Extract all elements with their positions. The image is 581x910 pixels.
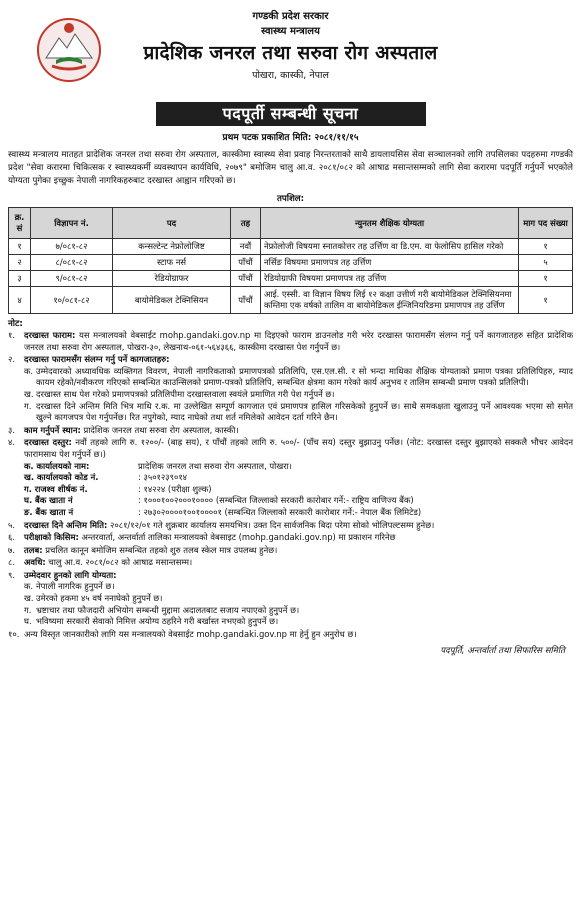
note-item <box>8 437 573 460</box>
cell-level: नवौं <box>231 239 261 255</box>
government-name: गण्डकी प्रदेश सरकार <box>252 11 329 22</box>
note-item <box>8 532 573 544</box>
fee-detail-row <box>8 461 573 473</box>
note-item <box>8 520 573 532</box>
letterhead <box>8 8 573 92</box>
note-label: दरखास्त दिने अन्तिम मिति: <box>24 519 108 530</box>
note-text: २०८१/१२/०१ गते शुक्रबार कार्यालय समयभित्र। उक्त दिन सार्वजनिक बिदा परेमा सोको भोलिपल्टसम्म हुनेछ। <box>110 519 435 530</box>
note-item <box>8 330 573 353</box>
hospital-name: प्रादेशिक जनरल तथा सरुवा रोग अस्पताल <box>143 42 438 64</box>
fee-detail-key: ङ. बैंक खाता नं <box>24 506 74 517</box>
note-item <box>8 629 573 641</box>
note-item <box>8 557 573 569</box>
note-number: ६. <box>8 532 16 543</box>
cell-post: स्टाफ नर्स <box>113 255 231 271</box>
note-number: ८. <box>8 557 16 568</box>
header-vacancies: माग पद संख्या <box>519 208 573 239</box>
note-item <box>8 354 573 366</box>
fee-detail-value: : १४२२४ (परीक्षा शुल्क) <box>138 483 212 494</box>
fee-detail-key: ख. कार्यालयको कोड नं. <box>24 472 99 483</box>
cell-level: पाँचौं <box>231 287 261 314</box>
cell-qualification: नर्सिङ विषयमा प्रमाणपत्र तह उर्त्तिण <box>261 255 519 271</box>
notes-list <box>8 330 573 640</box>
ministry-name: स्वास्थ्य मन्त्रालय <box>261 26 320 37</box>
table-header-row <box>9 208 573 239</box>
cell-qualification: आई. एस्सी. वा विज्ञान विषय लिई १२ कक्षा उत्तीर्ण गरी बायोमेडिकल टेक्निसियनमा कम्तिमा एक वर्षको तालिम वा बायोमेडिकल ईन्जिनियरिङमा प्रमाणपत्र तह उर्त्तिण <box>261 287 519 314</box>
fee-detail-key: ग. राजश्व शीर्षक नं. <box>24 483 88 494</box>
header-level: तह <box>231 208 261 239</box>
header-post: पद <box>113 208 231 239</box>
header-qualification: न्युनतम शैक्षिक योग्यता <box>261 208 519 239</box>
fee-detail-row <box>8 472 573 484</box>
sub-letter: ख. <box>24 593 34 604</box>
note-number: १. <box>8 330 16 340</box>
cell-vacancies: १ <box>519 287 573 314</box>
note-label: दरखास्त दस्तुर: <box>24 437 72 448</box>
fee-detail-key: घ. बैंक खाता नं <box>24 495 73 506</box>
sub-text: भ्रष्टाचार तथा फौजदारी अभियोग सम्बन्धी मुद्दामा अदालतबाट सजाय नपाएको हुनुपर्ने छ। <box>36 604 300 615</box>
note-text: प्रचलित कानून बमोजिम सम्बन्धित तहको शुरु तलब स्केल मात्र उपलब्ध हुनेछ। <box>45 544 278 555</box>
note-label: दरखास्त फारामसँग संलग्न गर्नु पर्ने कागजातहरु: <box>24 354 170 365</box>
note-text: अन्य विस्तृत जानकारीको लागि यस मन्त्रालयको वेबसाईट mohp.gandaki.gov.np मा हेर्नु हुन अनुरोध छ। <box>24 628 357 639</box>
sub-item <box>8 605 573 617</box>
sub-item <box>8 389 573 401</box>
sub-text: उम्मेदवारको अध्यावधिक व्यक्तिगत विवरण, नेपाली नागरिकताको प्रमाणपत्रको प्रतिलिपि, एस.एल.सी. र सो भन्दा माथिका शैक्षिक योग्यताको प्रमाण पत्रका प्रतिलिपिहरु, म्याद कायम रहेको/नवीकरण गरिएको सम्बन्धित काउन्सिलको प्रमाण-पत्रको प्रतिलिपि, सम्बन्धित क्षेत्रमा काम गरेको कार्य अनुभव र तालिम सम्बन्धी प्रमाण पत्रको प्रतिलिपी। <box>36 365 573 388</box>
notes-heading: नोट: <box>8 319 23 329</box>
table-row <box>9 271 573 287</box>
note-text: यस मन्त्रालयको वेबसाईट mohp.gandaki.gov.np मा दिइएको फाराम डाउनलोड गरी भरेर दरखास्त फारामसँग संलग्न गर्नु पर्ने कागजातहरु सहित प्रादेशिक जनरल तथा सरुवा रोग अस्पताल, पोखरा-३०, लेखनाथ-०६१-५६४३६६, कास्कीमा दरखास्त पेश गर्नुपर्ने छ। <box>24 330 574 352</box>
fee-detail-row <box>8 507 573 519</box>
sub-text: उमेरको हकमा ४५ वर्ष ननाघेको हुनुपर्ने छ। <box>36 593 163 604</box>
cell-ad-no: ८/०८१-८२ <box>31 255 113 271</box>
cell-serial: २ <box>9 255 31 271</box>
cell-post: कन्सल्टेन्ट नेफ्रोलोजिष्ट <box>113 239 231 255</box>
sub-item <box>8 593 573 605</box>
note-label: अवधि: <box>24 557 46 568</box>
sub-letter: क. <box>24 581 34 592</box>
cell-post: बायोमेडिकल टेक्निसियन <box>113 287 231 314</box>
sub-item <box>8 366 573 389</box>
sub-text: दरखास्त दिने अन्तिम मिति भित्र माथि र.क. मा उल्लेखित सम्पूर्ण कागजात एवं प्रमाणपत्र हासिल गरिसकेको हुनुपर्ने छ। साथै समकक्षता खुलाउनु पर्ने आवश्यक भएमा सो समेत खुल्ने कागजपत्र पेश गर्नुपर्नेछ। रित नपुगेको, म्याद नाघेको तथा शर्त नमिलेको आवेदन दर्ता गरिने छैन। <box>36 400 573 423</box>
note-number: ३. <box>8 424 16 435</box>
cell-vacancies: १ <box>519 239 573 255</box>
sub-item <box>8 401 573 424</box>
table-row <box>9 239 573 255</box>
header-ad-no: विज्ञापन नं. <box>31 208 113 239</box>
note-label: दरखास्त फाराम: <box>24 330 76 340</box>
note-item <box>8 425 573 437</box>
note-number: ९. <box>8 569 16 580</box>
note-number: ७. <box>8 544 16 555</box>
note-text: नवौं तहको लागि रु. १२००/- (बाह्र सय), र पाँचौं तहको लागि रु. ५००/- (पाँच सय) दस्तुर बुझाउनु पर्नेछ। (नोट: दरखास्त दस्तुर बुझाएको सक्कलै भौचर आवेदन फारामसाथ पेश गर्नुपर्ने छ।) <box>24 437 574 459</box>
table-title: तपशिल: <box>276 194 305 204</box>
fee-detail-value: : १०००१००२०००१०००० (सम्बन्धित जिल्लाको सरकारी कारोबार गर्ने:- राष्ट्रिय वाणिज्य बैंक) <box>138 495 414 506</box>
sub-letter: ख. <box>24 388 34 399</box>
cell-qualification: रेडियोग्राफी विषयमा प्रमाणपत्र तह उर्त्तिण <box>261 271 519 287</box>
note-label: काम गर्नुपर्ने स्थान: <box>24 424 81 435</box>
vacancy-table <box>8 207 573 314</box>
note-label: उम्मेदवार हुनको लागि योग्यता: <box>24 569 117 580</box>
sub-letter: ग. <box>24 400 32 411</box>
publication-date: प्रथम पटक प्रकाशित मिति: २०८१/११/१५ <box>222 133 359 143</box>
sub-letter: ग. <box>24 604 32 615</box>
cell-level: पाँचौं <box>231 271 261 287</box>
cell-ad-no: ७/०८१-८२ <box>31 239 113 255</box>
note-text: अन्तरवार्ता, अन्तर्वार्ता तालिका मन्त्रालयको वेबसाइट (mohp.gandaki.gov.np) मा प्रकाशन गरिनेछ <box>81 532 396 543</box>
sub-text: नेपाली नागरिक हुनुपर्ने छ। <box>36 581 115 592</box>
cell-post: रेडियोग्राफर <box>113 271 231 287</box>
hospital-address: पोखरा, कास्की, नेपाल <box>252 70 329 81</box>
table-row <box>9 287 573 314</box>
notice-title-banner: पदपूर्ती सम्बन्धी सूचना <box>156 102 426 126</box>
intro-paragraph: स्वास्थ्य मन्त्रालय मातहत प्रादेशिक जनरल तथा सरुवा रोग अस्पताल, कास्कीमा स्वास्थ्य सेवा प्रवाह निरन्तरताको साथै डायलायसिस सेवा सञ्चालनको लागि तपसिलका पदहरुमा गण्डकी प्रदेश "सेवा करारमा चिकित्सक र स्वास्थ्यकर्मी व्यवस्थापन कार्यविधि, २०७९" बमोजिम चालु आ.व. २०८१/०८२ को आषाढ मसान्तसम्मको लागि सेवा करारमा पदपूर्ति गर्नुपर्ने भएकोले योग्यता पुगेका इच्छुक नेपाली नागरिकहरुबाट दरखास्त आह्वान गरिएको छ। <box>8 150 573 186</box>
note-number: ५. <box>8 519 16 530</box>
cell-serial: ४ <box>9 287 31 314</box>
fee-detail-row <box>8 495 573 507</box>
note-text: चालु आ.व. २०८१/०८२ को आषाढ मसान्तसम्म। <box>48 557 193 568</box>
cell-vacancies: ५ <box>519 255 573 271</box>
cell-vacancies: १ <box>519 271 573 287</box>
note-item <box>8 545 573 557</box>
fee-detail-value: : २७३०२००००१००१००००१ (सम्बन्धित जिल्लाको सरकारी कारोबार गर्ने:- नेपाल बैंक लिमिटेड) <box>138 506 422 517</box>
note-label: परीक्षाको किसिम: <box>24 532 79 543</box>
note-number: १०. <box>8 628 20 639</box>
table-row <box>9 255 573 271</box>
note-number: ४. <box>8 437 16 448</box>
cell-serial: १ <box>9 239 31 255</box>
fee-detail-value: : ३५०१२३९०१४ <box>138 472 188 483</box>
sub-letter: क. <box>24 365 34 376</box>
note-text: प्रादेशिक जनरल तथा सरुवा रोग अस्पताल, कास्की। <box>83 424 239 435</box>
cell-qualification: नेफ्रोलोजी विषयमा स्नातकोत्तर तह उर्त्तिण वा डि.एम. वा फेलोसिप हासिल गरेको <box>261 239 519 255</box>
sub-item <box>8 581 573 593</box>
fee-detail-row <box>8 484 573 496</box>
sub-text: दरखास्त साथ पेश गरेको प्रमाणपत्रको प्रतिलिपीमा दरखास्तवाला स्वयंले प्रमाणित गरी पेश गर्नुपर्ने छ। <box>36 388 335 399</box>
sub-text: भविष्यमा सरकारी सेवाको निमित्त अयोग्य ठहरिने गरी बर्खास्त नभएको हुनुपर्ने छ। <box>36 616 279 627</box>
note-label: तलब: <box>24 544 43 555</box>
cell-ad-no: ९/०८१-८२ <box>31 271 113 287</box>
note-item <box>8 570 573 582</box>
cell-ad-no: १०/०८१-८२ <box>31 287 113 314</box>
committee-signature: पदपूर्ति, अन्तर्वार्ता तथा सिफारिस समिति <box>440 646 565 657</box>
note-number: २. <box>8 354 16 365</box>
header-serial: क्र. सं <box>9 208 31 239</box>
cell-level: पाँचौं <box>231 255 261 271</box>
cell-serial: ३ <box>9 271 31 287</box>
sub-letter: घ. <box>24 616 32 627</box>
fee-detail-value: प्रादेशिक जनरल तथा सरुवा रोग अस्पताल, पोखरा। <box>138 460 292 471</box>
fee-detail-key: क. कार्यालयको नाम: <box>24 460 90 471</box>
sub-item <box>8 616 573 628</box>
nepal-emblem-icon <box>34 14 104 84</box>
